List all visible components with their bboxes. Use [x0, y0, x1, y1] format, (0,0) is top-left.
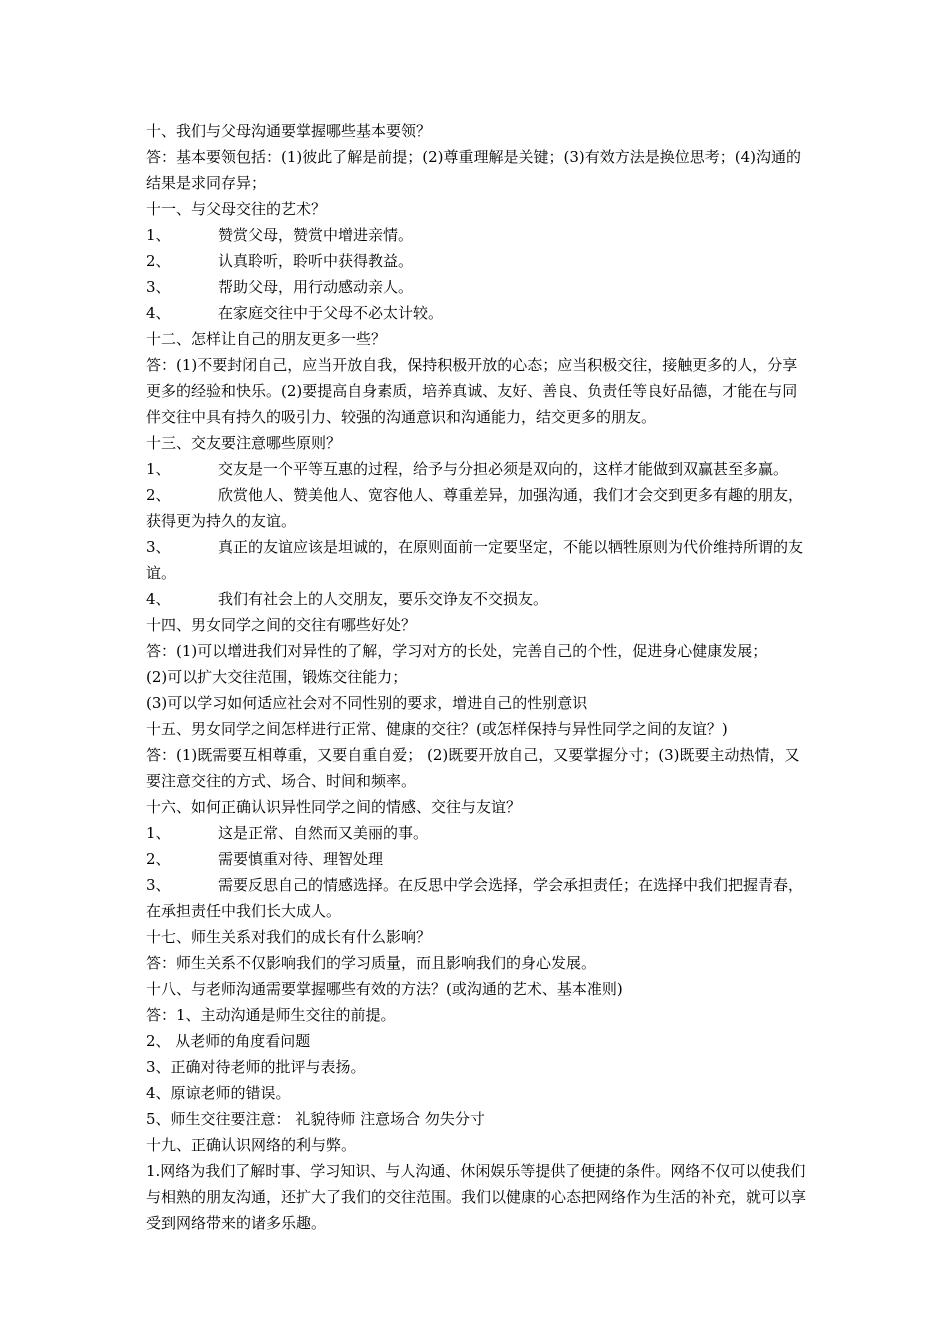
list-item-number: 2、	[146, 486, 171, 504]
text-line: 答：(1)既需要互相尊重，又要自重自爱； (2)既要开放自己，又要掌握分寸；(3)既要主动热情，又要注意交往的方式、场合、时间和频率。	[146, 746, 800, 790]
text-line: 4、原谅老师的错误。	[146, 1084, 291, 1102]
list-item	[146, 274, 810, 300]
text-line: 答：师生关系不仅影响我们的学习质量，而且影响我们的身心发展。	[146, 954, 597, 972]
text-line: (3)可以学习如何适应社会对不同性别的要求，增进自己的性别意识	[146, 694, 588, 712]
list-item-number: 2、	[146, 252, 171, 270]
list-item	[146, 846, 810, 872]
list-item-number: 3、	[146, 278, 171, 296]
text-line: 1.网络为我们了解时事、学习知识、与人沟通、休闲娱乐等提供了便捷的条件。网络不仅可以使我们与相熟的朋友沟通，还扩大了我们的交往范围。我们以健康的心态把网络作为生活的补充，就可以享受到网络带来的诸多乐趣。	[146, 1162, 807, 1232]
list-item-text: 真正的友谊应该是坦诚的，在原则面前一定要坚定，不能以牺牲原则为代价维持所谓的友谊。	[146, 538, 804, 582]
list-item-text: 在家庭交往中于父母不必太计较。	[218, 304, 444, 322]
list-item	[146, 586, 810, 612]
list-item	[146, 300, 810, 326]
list-item	[146, 872, 810, 924]
list-item-text: 我们有社会上的人交朋友，要乐交诤友不交损友。	[218, 590, 549, 608]
text-line: 十五、男女同学之间怎样进行正常、健康的交往？(或怎样保持与异性同学之间的友谊？)	[146, 720, 728, 738]
text-line: 十三、交友要注意哪些原则？	[146, 434, 342, 452]
text-line: 十四、男女同学之间的交往有哪些好处？	[146, 616, 417, 634]
text-line: 十六、如何正确认识异性同学之间的情感、交往与友谊？	[146, 798, 522, 816]
list-item-text: 这是正常、自然而又美丽的事。	[218, 824, 429, 842]
list-item-number: 2、	[146, 850, 171, 868]
list-item-number: 4、	[146, 590, 171, 608]
list-item	[146, 248, 810, 274]
list-item-text: 需要反思自己的情感选择。在反思中学会选择，学会承担责任；在选择中我们把握青春，在承担责任中我们长大成人。	[146, 876, 804, 920]
text-line: 十八、与老师沟通需要掌握哪些有效的方法？(或沟通的艺术、基本准则)	[146, 980, 623, 998]
text-line: 5、师生交往要注意： 礼貌待师 注意场合 勿失分寸	[146, 1110, 485, 1128]
text-line: 答：(1)可以增进我们对异性的了解，学习对方的长处，完善自己的个性，促进身心健康发展；	[146, 642, 768, 660]
text-line: 十九、正确认识网络的利与弊。	[146, 1136, 357, 1154]
list-item	[146, 222, 810, 248]
list-item-text: 帮助父母，用行动感动亲人。	[218, 278, 414, 296]
document-body	[146, 118, 810, 1236]
list-item-text: 赞赏父母，赞赏中增进亲情。	[218, 226, 414, 244]
list-item-text: 欣赏他人、赞美他人、宽容他人、尊重差异，加强沟通，我们才会交到更多有趣的朋友，获得更为持久的友谊。	[146, 486, 804, 530]
text-line: 答：基本要领包括：(1)彼此了解是前提；(2)尊重理解是关键；(3)有效方法是换位思考；(4)沟通的结果是求同存异；	[146, 148, 801, 192]
list-item-number: 4、	[146, 304, 171, 322]
list-item-text: 认真聆听，聆听中获得教益。	[218, 252, 414, 270]
text-line: 十二、怎样让自己的朋友更多一些？	[146, 330, 387, 348]
list-item	[146, 456, 810, 482]
list-item-number: 1、	[146, 226, 171, 244]
text-line: 2、 从老师的角度看问题	[146, 1032, 311, 1050]
list-item-text: 需要慎重对待、理智处理	[218, 850, 384, 868]
list-item-number: 1、	[146, 460, 171, 478]
list-item	[146, 820, 810, 846]
list-item	[146, 534, 810, 586]
text-line: (2)可以扩大交往范围，锻炼交往能力；	[146, 668, 408, 686]
text-line: 十七、师生关系对我们的成长有什么影响？	[146, 928, 432, 946]
text-line: 答：1、主动沟通是师生交往的前提。	[146, 1006, 396, 1024]
list-item-text: 交友是一个平等互惠的过程，给予与分担必须是双向的，这样才能做到双赢甚至多赢。	[218, 460, 789, 478]
list-item-number: 3、	[146, 538, 171, 556]
list-item	[146, 482, 810, 534]
text-line: 十、我们与父母沟通要掌握哪些基本要领？	[146, 122, 432, 140]
list-item-number: 3、	[146, 876, 171, 894]
text-line: 3、正确对待老师的批评与表扬。	[146, 1058, 366, 1076]
list-item-number: 1、	[146, 824, 171, 842]
text-line: 十一、与父母交往的艺术？	[146, 200, 327, 218]
text-line: 答：(1)不要封闭自己，应当开放自我，保持积极开放的心态；应当积极交往，接触更多的人，分享更多的经验和快乐。(2)要提高自身素质，培养真诚、友好、善良、负责任等良好品德，才能在与同伴交往中具有持久的吸引力、较强的沟通意识和沟通能力，结交更多的朋友。	[146, 356, 798, 426]
